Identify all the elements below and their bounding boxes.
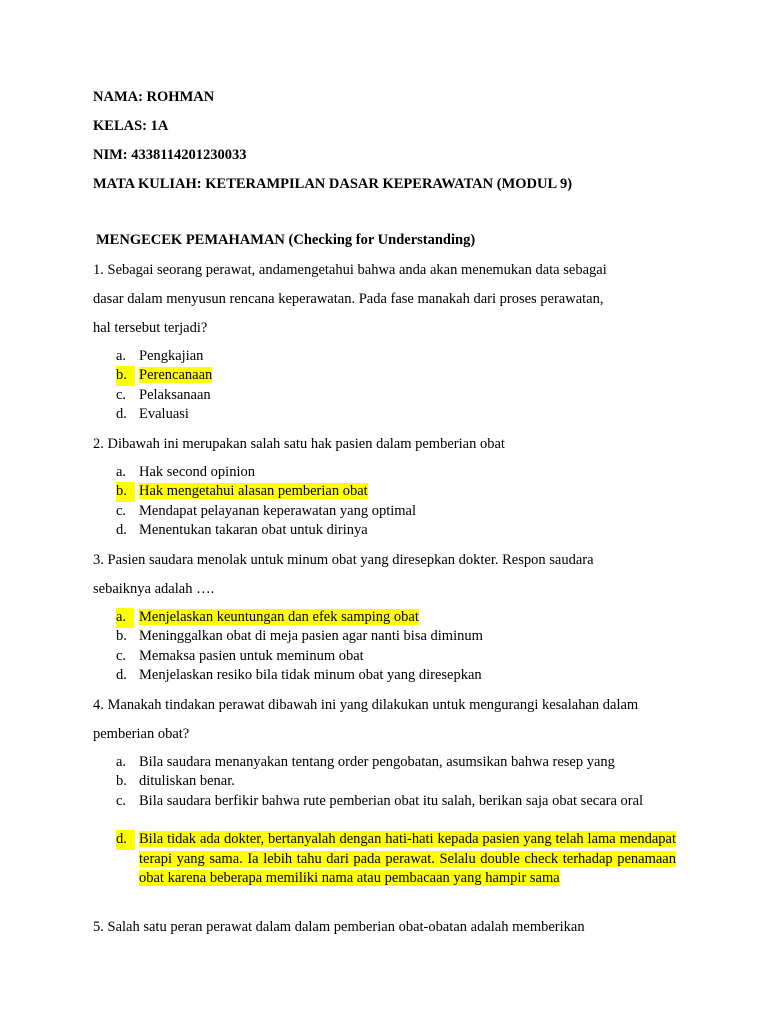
option-letter: b. <box>116 628 127 644</box>
student-nim: NIM: 4338114201230033 <box>93 147 247 163</box>
option-text: Bila saudara berfikir bahwa rute pemberian obat itu salah, berikan saja obat secara oral <box>139 793 644 809</box>
option-letter: a. <box>116 464 127 480</box>
question-3-line-2: sebaiknya adalah …. <box>93 581 215 597</box>
option-letter: b. <box>116 366 135 386</box>
question-2-line-1: 2. Dibawah ini merupakan salah satu hak pasien dalam pemberian obat <box>93 436 505 452</box>
question-1-line-1: 1. Sebagai seorang perawat, andamengetahui bahwa anda akan menemukan data sebagai <box>93 262 607 278</box>
section-title: MENGECEK PEMAHAMAN (Checking for Understanding) <box>96 232 476 248</box>
option-letter: d. <box>116 667 127 683</box>
option-letter: c. <box>116 503 127 519</box>
option-letter: d. <box>116 406 127 422</box>
course-title: MATA KULIAH: KETERAMPILAN DASAR KEPERAWATAN (MODUL 9) <box>93 176 573 192</box>
question-5-line-1: 5. Salah satu peran perawat dalam dalam pemberian obat-obatan adalah memberikan <box>93 919 585 935</box>
option-text: Hak second opinion <box>139 464 255 480</box>
option-text: Memaksa pasien untuk meminum obat <box>139 648 364 664</box>
option-text-highlighted: Menjelaskan keuntungan dan efek samping obat <box>139 609 419 625</box>
question-4-line-2: pemberian obat? <box>93 726 190 742</box>
option-letter: d. <box>116 522 127 538</box>
question-1-line-2: dasar dalam menyusun rencana keperawatan. Pada fase manakah dari proses perawatan, <box>93 291 604 307</box>
option-letter: c. <box>116 793 127 809</box>
option-text: Meninggalkan obat di meja pasien agar nanti bisa diminum <box>139 628 483 644</box>
option-text: Menjelaskan resiko bila tidak minum obat yang diresepkan <box>139 667 482 683</box>
option-letter: d. <box>116 830 135 850</box>
option-letter: a. <box>116 608 134 628</box>
option-text: Menentukan takaran obat untuk dirinya <box>139 522 368 538</box>
option-text: dituliskan benar. <box>139 773 235 789</box>
q4-option-d <box>116 830 676 910</box>
option-letter: a. <box>116 348 127 364</box>
option-text: Bila saudara menanyakan tentang order pengobatan, asumsikan bahwa resep yang <box>139 754 615 770</box>
question-1-line-3: hal tersebut terjadi? <box>93 320 208 336</box>
option-text: Mendapat pelayanan keperawatan yang optimal <box>139 503 416 519</box>
option-text: Pengkajian <box>139 348 204 364</box>
q4-option-c <box>116 792 676 832</box>
option-text-highlighted: Bila tidak ada dokter, bertanyalah dengan hati-hati kepada pasien yang telah lama mendapat terapi yang sama. Ia lebih tahu dari pada perawat. Selalu double check terhadap penamaan obat karena beberapa memiliki nama atau pembacaan yang hampir sama <box>139 831 676 886</box>
student-name: NAMA: ROHMAN <box>93 89 215 105</box>
option-letter: c. <box>116 387 127 403</box>
question-3-line-1: 3. Pasien saudara menolak untuk minum obat yang diresepkan dokter. Respon saudara <box>93 552 594 568</box>
option-text-highlighted: Hak mengetahui alasan pemberian obat <box>139 483 368 499</box>
question-4-line-1: 4. Manakah tindakan perawat dibawah ini yang dilakukan untuk mengurangi kesalahan dalam <box>93 697 639 713</box>
option-letter: b. <box>116 482 135 502</box>
option-text: Pelaksanaan <box>139 387 211 403</box>
option-text-highlighted: Perencanaan <box>139 367 213 383</box>
option-text: Evaluasi <box>139 406 189 422</box>
student-class: KELAS: 1A <box>93 118 169 134</box>
option-letter: a. <box>116 754 127 770</box>
option-letter: b. <box>116 773 127 789</box>
option-letter: c. <box>116 648 127 664</box>
